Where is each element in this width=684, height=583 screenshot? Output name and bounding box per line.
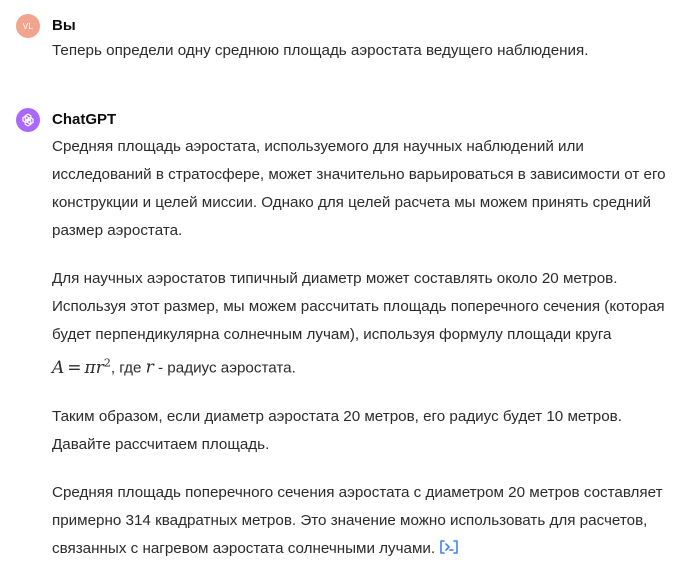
user-message-text: Теперь определи одну среднюю площадь аэростата ведущего наблюдения. [52,42,589,59]
user-avatar-initials: VL [22,21,34,31]
user-avatar [16,14,40,38]
paragraph-1: Средняя площадь аэростата, используемого для научных наблюдений или исследований в стратосфере, может значительно варьироваться в зависимости от его конструкции и целей миссии. Однако для целей расчета мы можем принять средний размер аэростата. [52,138,666,239]
paragraph-2: Для научных аэростатов типичный диаметр может составлять около 20 метров. Используя этот размер, мы можем рассчитать площадь поперечного сечения (которая будет перпендикулярна солнечным лучам), используя формулу площади круга $A = \pi r^2$, где r - радиус аэростата. [52,270,665,378]
radius-variable: r [145,357,154,378]
code-analysis-icon[interactable] [438,537,460,553]
assistant-message-body [52,133,668,583]
openai-logo-icon [16,108,40,132]
assistant-author-name: ChatGPT [52,111,117,128]
paragraph-3: Таким образом, если диаметр аэростата 20 метров, его радиус будет 10 метров. Давайте рассчитаем площадь. [52,407,622,453]
area-formula: $A = \pi r^2$ [52,356,111,378]
paragraph-4: Средняя площадь поперечного сечения аэростата с диаметром 20 метров составляет примерно 314 квадратных метров. Это значение можно использовать для расчетов, связанных с нагревом аэростата солнечными лучами. [52,483,663,557]
user-author-name: Вы [52,17,76,34]
